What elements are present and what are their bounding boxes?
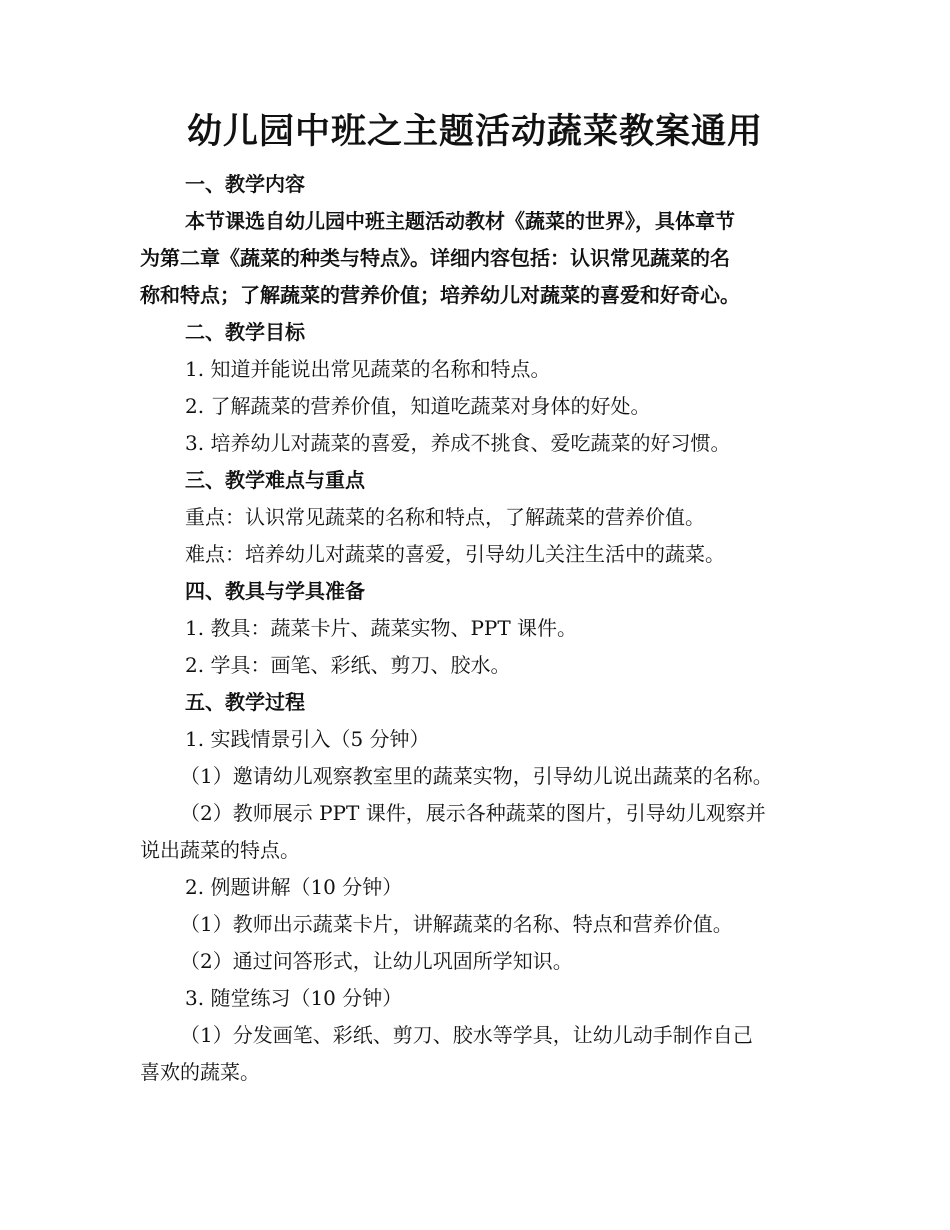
list-item-goal: 2. 了解蔬菜的营养价值，知道吃蔬菜对身体的好处。	[185, 394, 651, 418]
section-heading-teaching-goals: 二、教学目标	[185, 320, 305, 344]
section-heading-key-difficult-points: 三、教学难点与重点	[185, 468, 365, 492]
list-item-preparation: 2. 学具：画笔、彩纸、剪刀、胶水。	[185, 653, 511, 677]
section-heading-teaching-content: 一、教学内容	[185, 172, 305, 196]
process-substep: （1）教师出示蔬菜卡片，讲解蔬菜的名称、特点和营养价值。	[180, 912, 733, 936]
paragraph-line: 本节课选自幼儿园中班主题活动教材《蔬菜的世界》，具体章节	[185, 209, 735, 233]
process-step: 1. 实践情景引入（5 分钟）	[185, 727, 430, 751]
key-point-text: 重点：认识常见蔬菜的名称和特点，了解蔬菜的营养价值。	[185, 505, 705, 529]
process-substep-continuation: 喜欢的蔬菜。	[140, 1060, 260, 1084]
section-heading-teaching-process: 五、教学过程	[185, 690, 305, 714]
process-substep: （2）通过问答形式，让幼儿巩固所学知识。	[180, 949, 573, 973]
list-item-goal: 1. 知道并能说出常见蔬菜的名称和特点。	[185, 357, 551, 381]
list-item-goal: 3. 培养幼儿对蔬菜的喜爱，养成不挑食、爱吃蔬菜的好习惯。	[185, 431, 731, 455]
document-body	[140, 166, 810, 1091]
process-step: 3. 随堂练习（10 分钟）	[185, 986, 403, 1010]
paragraph-line: 称和特点；了解蔬菜的营养价值；培养幼儿对蔬菜的喜爱和好奇心。	[140, 283, 740, 307]
process-step: 2. 例题讲解（10 分钟）	[185, 875, 403, 899]
section-heading-preparation: 四、教具与学具准备	[185, 579, 365, 603]
paragraph-line: 为第二章《蔬菜的种类与特点》。详细内容包括：认识常见蔬菜的名	[140, 246, 730, 270]
process-substep: （1）分发画笔、彩纸、剪刀、胶水等学具，让幼儿动手制作自己	[180, 1023, 753, 1047]
document-title: 幼儿园中班之主题活动蔬菜教案通用	[186, 111, 763, 152]
process-substep: （1）邀请幼儿观察教室里的蔬菜实物，引导幼儿说出蔬菜的名称。	[180, 764, 773, 788]
difficult-point-text: 难点：培养幼儿对蔬菜的喜爱，引导幼儿关注生活中的蔬菜。	[185, 542, 725, 566]
list-item-preparation: 1. 教具：蔬菜卡片、蔬菜实物、PPT 课件。	[185, 616, 578, 640]
process-substep: （2）教师展示 PPT 课件，展示各种蔬菜的图片，引导幼儿观察并	[180, 801, 766, 825]
process-substep-continuation: 说出蔬菜的特点。	[140, 838, 300, 862]
